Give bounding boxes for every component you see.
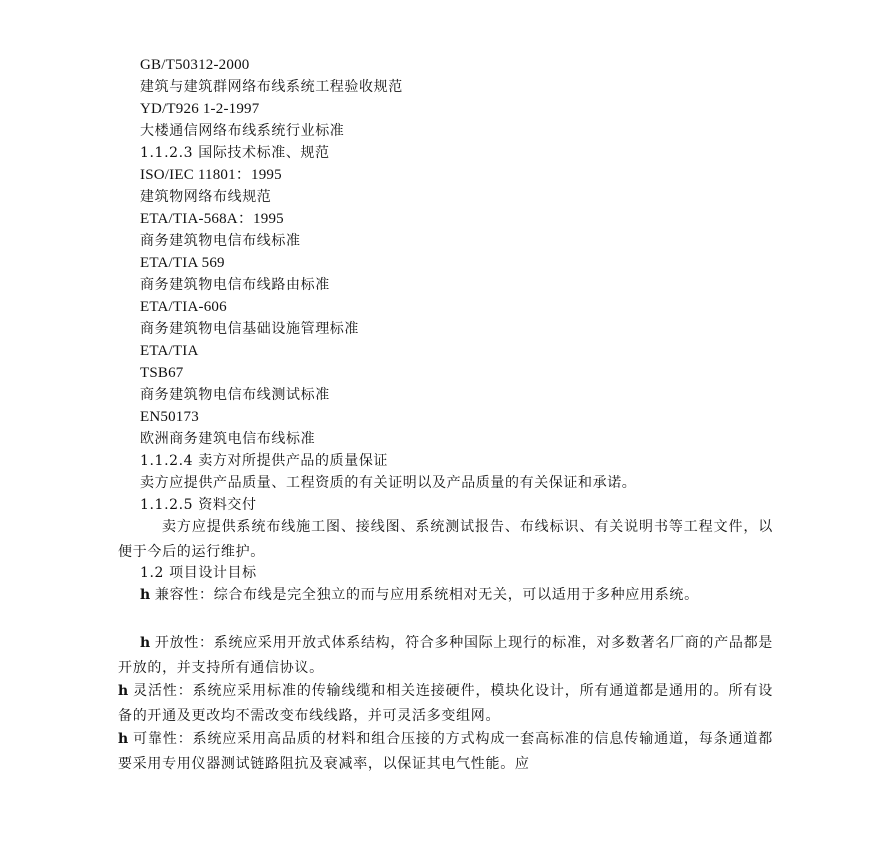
goal-text: 综合布线是完全独立的而与应用系统相对无关，可以适用于多种应用系统。 (213, 587, 699, 603)
goal-title: 灵活性： (132, 683, 193, 699)
standard-title-acceptance: 建筑与建筑群网络布线系统工程验收规范 (140, 79, 403, 95)
goal-title: 开放性： (154, 635, 214, 651)
goal-openness (118, 631, 773, 681)
goal-text: 系统应采用标准的传输线缆和相关连接硬件，模块化设计，所有通道都是通用的。所有设备的开通及更改均不需改变布线线路，并可灵活多变组网。 (118, 683, 773, 724)
goal-marker: h (118, 683, 129, 699)
standard-title-industry: 大楼通信网络布线系统行业标准 (140, 123, 345, 139)
goal-flexibility (118, 679, 773, 729)
goal-marker: h (118, 731, 129, 747)
goal-marker: h (140, 635, 151, 651)
goal-title: 兼容性： (154, 587, 214, 603)
standard-code-tsb67: TSB67 (140, 365, 184, 381)
standard-code-606: ETA/TIA-606 (140, 299, 227, 315)
standard-title-infrastructure: 商务建筑物电信基础设施管理标准 (140, 321, 359, 337)
standard-code-gb50312: GB/T50312-2000 (140, 57, 250, 73)
standard-title-building: 建筑物网络布线规范 (140, 189, 272, 205)
standard-code-568a: ETA/TIA-568A：1995 (140, 211, 284, 227)
section-heading-quality: 1.1.2.4 卖方对所提供产品的质量保证 (140, 453, 389, 469)
standard-title-routing: 商务建筑物电信布线路由标准 (140, 277, 330, 293)
goal-text: 系统应采用高品质的材料和组合压接的方式构成一套高标准的信息传输通道，每条通道都要采用专用仪器测试链路阻抗及衰减率，以保证其电气性能。应 (118, 731, 773, 772)
section-heading-international: 1.1.2.3 国际技术标准、规范 (140, 145, 330, 161)
standard-title-telecom: 商务建筑物电信布线标准 (140, 233, 301, 249)
goal-title: 可靠性： (132, 731, 193, 747)
standard-title-testing: 商务建筑物电信布线测试标准 (140, 387, 330, 403)
goal-text: 系统应采用开放式体系结构，符合多种国际上现行的标准，对多数著名厂商的产品都是开放的，并支持所有通信协议。 (118, 635, 773, 676)
section-heading-goal: 1.2 项目设计目标 (140, 565, 257, 581)
standard-code-yd926: YD/T926 1-2-1997 (140, 101, 260, 117)
delivery-paragraph: 卖方应提供系统布线施工图、接线图、系统测试报告、布线标识、有关说明书等工程文件，以便于今后的运行维护。 (118, 519, 773, 560)
quality-statement: 卖方应提供产品质量、工程资质的有关证明以及产品质量的有关保证和承诺。 (140, 475, 637, 491)
goal-compatibility (118, 583, 773, 608)
standard-code-iso11801: ISO/IEC 11801：1995 (140, 167, 282, 183)
goal-marker: h (140, 587, 151, 603)
standard-code-en50173: EN50173 (140, 409, 199, 425)
goal-reliability (118, 727, 773, 777)
section-heading-delivery: 1.1.2.5 资料交付 (140, 497, 257, 513)
standard-code-569: ETA/TIA 569 (140, 255, 225, 271)
standard-code-etatia: ETA/TIA (140, 343, 199, 359)
standard-title-european: 欧洲商务建筑电信布线标准 (140, 431, 316, 447)
